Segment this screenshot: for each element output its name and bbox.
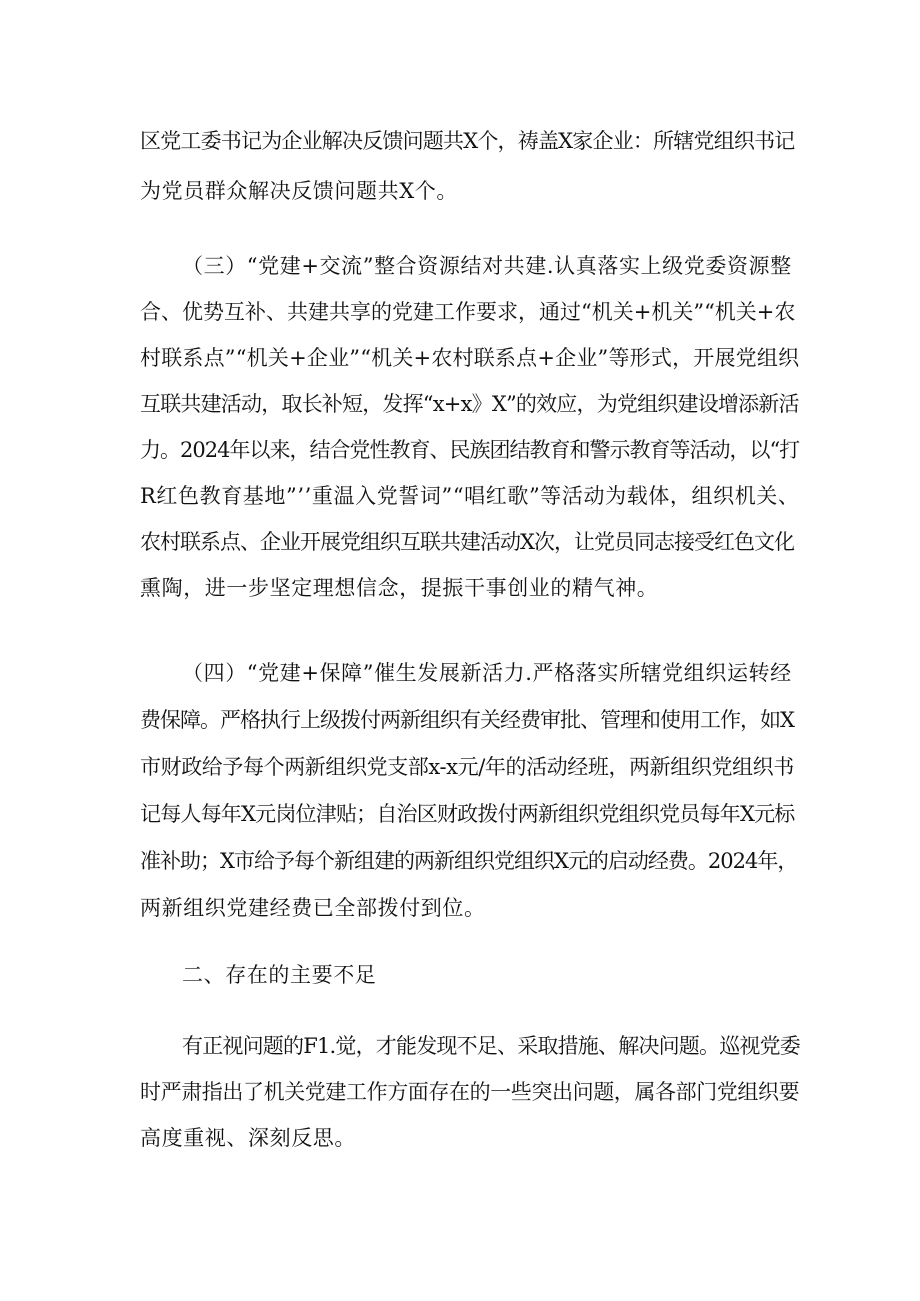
text-line: 两新组织党建经费已全部拨付到位。 xyxy=(140,896,486,920)
text-line: 为党员群众解决反馈问题共X个。 xyxy=(140,179,458,203)
text-line: 准补助；X市给予每个新组建的两新组织党组织X元的启动经费。2024年， xyxy=(140,849,798,873)
text-line: 有正视问题的F1.觉，才能发现不足、采取措施、解决问题。巡视党委 xyxy=(182,1034,801,1058)
text-line: 合、优势互补、共建共享的党建工作要求，通过“机关+机关”“机关+农 xyxy=(140,300,796,324)
text-line: 熏陶，进一步坚定理想信念，提振干事创业的精气神。 xyxy=(140,576,659,600)
section-4-heading-line: （四）“党建+保障”催生发展新活力.严格落实所辖党组织运转经 xyxy=(182,661,792,685)
text-line: 村联系点”“机关+企业”“机关+农村联系点+企业”等形式，开展党组织 xyxy=(140,346,800,370)
heading-line: 二、存在的主要不足 xyxy=(182,963,377,987)
text-line: 农村联系点、企业开展党组织互联共建活动X次，让党员同志接受红色文化 xyxy=(140,530,794,554)
text-line: 区党工委书记为企业解决反馈问题共X个，祷盖X家企业：所辖党组织书记 xyxy=(140,129,795,153)
text-line: 时严肃指出了机关党建工作方面存在的一些突出问题，属各部门党组织要 xyxy=(140,1080,800,1104)
text-line: 记每人每年X元岗位津贴；自治区财政拨付两新组织党组织党员每年X元标 xyxy=(140,802,795,826)
text-line: R红色教育基地”’’重温入党誓词”“唱红歌”等活动为载体，组织机关、 xyxy=(140,484,800,508)
text-line: 费保障。严格执行上级拨付两新组织有关经费审批、管理和使用工作，如X xyxy=(140,708,794,732)
section-3-heading-line: （三）“党建+交流”整合资源结对共建.认真落实上级党委资源整 xyxy=(182,254,792,278)
text-line: 高度重视、深刻反思。 xyxy=(140,1126,356,1150)
text-line: 互联共建活动，取长补短，发挥“x+x》X”的效应，为党组织建设增添新活 xyxy=(140,392,799,416)
text-line: 力。2024年以来，结合党性教育、民族团结教育和警示教育等活动，以“打 xyxy=(140,438,800,462)
text-line: 市财政给予每个两新组织党支部x-x元/年的活动经班，两新组织党组织书 xyxy=(140,755,794,779)
